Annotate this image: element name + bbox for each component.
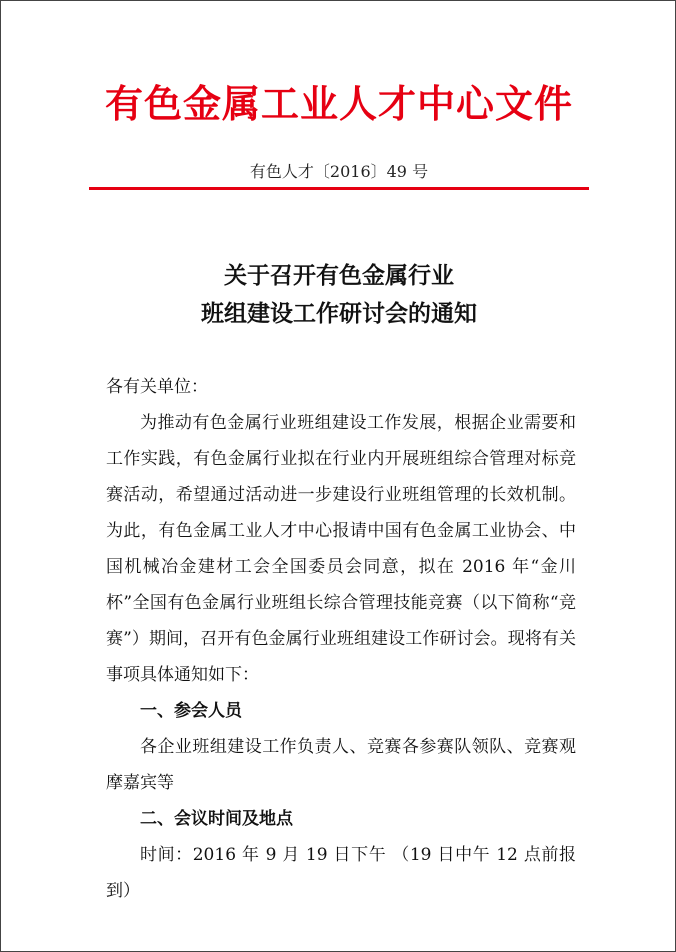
section1-text: 各企业班组建设工作负责人、竞赛各参赛队领队、竞赛观摩嘉宾等 — [106, 737, 576, 793]
document-header-title: 有色金属工业人才中心文件 — [104, 82, 573, 126]
section2-time: 时间：2016 年 9 月 19 日下午 （19 日中午 12 点前报到） — [106, 845, 576, 901]
header-divider — [89, 187, 589, 190]
section1-heading: 一、参会人员 — [140, 701, 242, 721]
notice-title-line1: 关于召开有色金属行业 — [224, 263, 454, 289]
notice-body — [106, 369, 576, 909]
section2-heading: 二、会议时间及地点 — [140, 809, 293, 829]
notice-title — [1, 257, 676, 333]
salutation: 各有关单位： — [106, 377, 208, 397]
notice-title-line2: 班组建设工作研讨会的通知 — [201, 301, 477, 327]
intro-paragraph: 为推动有色金属行业班组建设工作发展，根据企业需要和工作实践，有色金属行业拟在行业内开展班组综合管理对标竞赛活动，希望通过活动进一步建设行业班组管理的长效机制。为此，有色金属工业人才中心报请中国有色金属工业协会、中国机械冶金建材工会全国委员会同意，拟在 2016 年“金川杯”全国有色金属行业班组长综合管理技能竞赛（以下简称“竞赛”）期间，召开有色金属行业班组建设工作研讨会。现将有关事项具体通知如下： — [106, 413, 576, 685]
document-number: 有色人才〔2016〕49 号 — [249, 162, 429, 181]
